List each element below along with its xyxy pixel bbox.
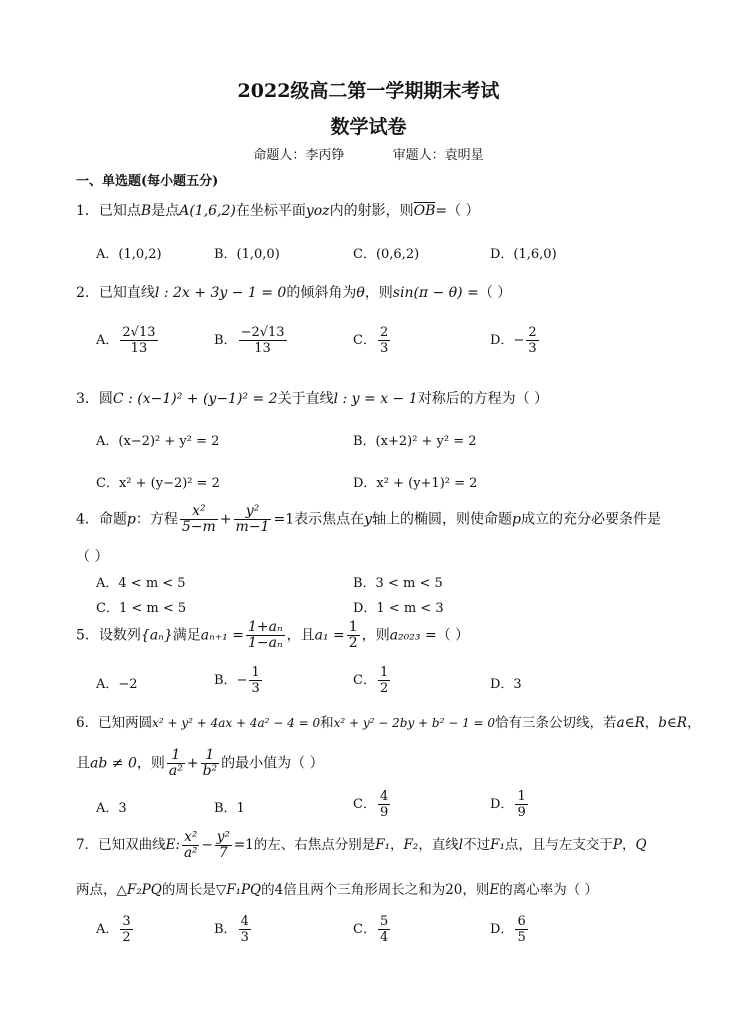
question-7-option-a: A． $\frac{3}{2}$ bbox=[96, 914, 131, 945]
reviewer: 审题人：袁明星 bbox=[392, 148, 484, 163]
question-7-option-c: C． $\frac{5}{4}$ bbox=[353, 914, 389, 945]
author: 命题人：李丙铮 bbox=[253, 148, 345, 163]
exam-title: 2022级高二第一学期期末考试 bbox=[237, 80, 500, 102]
exam-subtitle: 数学试卷 bbox=[330, 116, 407, 138]
question-6-option-c: C． $\frac{4}{9}$ bbox=[353, 789, 389, 820]
question-1-option-a: A．(1,0,2) bbox=[96, 247, 162, 262]
question-2-stem: 2．已知直线l : 2x + 3y − 1 = 0的倾斜角为θ，则sin(π − θ) =（ ） bbox=[76, 285, 512, 301]
question-6-line2: 且ab ≠ 0，则 $\frac{1}{\text{a²}}$ + $\frac{1}{\text{b²}}$ 的最小值为（ ） bbox=[76, 747, 324, 779]
question-7-stem: 7．已知双曲线E: $\frac{\text{x²}}{\text{a²}}$ − $\frac{\text{y²}}{7}$ =1的左、右焦点分别是F₁，F₂，直线l不过F₁点，且与左支交于P，Q bbox=[76, 829, 647, 861]
question-5-option-b: B．− $\frac{1}{3}$ bbox=[214, 665, 260, 696]
question-1-option-d: D．(1,6,0) bbox=[490, 247, 557, 262]
author-line bbox=[0, 144, 737, 163]
question-5-option-c: C． $\frac{1}{2}$ bbox=[353, 665, 389, 696]
question-6-option-b: B．1 bbox=[214, 801, 245, 816]
question-4-stem: 4．命题p：方程 $\frac{\text{x²}}{5-m}$ + $\frac{\text{y²}}{m-1}$ =1表示焦点在y轴上的椭圆，则使命题p成立的充分必要条件是 bbox=[76, 503, 661, 535]
question-6-option-a: A．3 bbox=[96, 801, 127, 816]
question-6-stem: 6．已知两圆x² + y² + 4ax + 4a² − 4 = 0和x² + y² − 2by + b² − 1 = 0恰有三条公切线，若a∈R，b∈R， bbox=[76, 715, 701, 731]
question-7-line2: 两点，△F₂PQ的周长是▽F₁PQ的4倍且两个三角形周长之和为20，则E的离心率为（ ） bbox=[76, 882, 599, 898]
question-4-option-b: B．3 < m < 5 bbox=[353, 576, 443, 591]
question-4-bracket: （ ） bbox=[76, 549, 109, 565]
question-4-option-a: A．4 < m < 5 bbox=[96, 576, 186, 591]
question-3-stem: 3．圆C : (x−1)² + (y−1)² = 2关于直线l : y = x − 1对称后的方程为（ ） bbox=[76, 391, 549, 407]
question-2-option-d: D．− $\frac{2}{3}$ bbox=[490, 325, 537, 356]
section-heading: 一、单选题(每小题五分) bbox=[76, 174, 219, 189]
question-5-stem: 5．设数列{aₙ}满足aₙ₊₁ = $\frac{\text{1+aₙ}}{\text{1−aₙ}}$ ，且a₁ = $\frac{1}{2}$ ，则a₂₀₂₃ =（ ） bbox=[76, 619, 470, 651]
question-3-option-b: B．(x+2)² + y² = 2 bbox=[353, 434, 477, 449]
question-3-option-c: C．x² + (y−2)² = 2 bbox=[96, 476, 220, 491]
question-4-option-c: C．1 < m < 5 bbox=[96, 601, 187, 616]
question-2-option-b: B． $\frac{-2√13}{13}$ bbox=[214, 325, 285, 356]
question-5-option-d: D．3 bbox=[490, 677, 522, 692]
question-5-option-a: A．−2 bbox=[96, 677, 138, 692]
question-3-option-d: D．x² + (y+1)² = 2 bbox=[353, 476, 478, 491]
question-3-option-a: A．(x−2)² + y² = 2 bbox=[96, 434, 220, 449]
question-1-option-b: B．(1,0,0) bbox=[214, 247, 280, 262]
question-6-option-d: D． $\frac{1}{9}$ bbox=[490, 789, 526, 820]
question-1-stem: 1．已知点B是点A(1,6,2)在坐标平面yoz内的射影，则$\overline{OB}=$（ ） bbox=[76, 203, 480, 219]
question-1-option-c: C．(0,6,2) bbox=[353, 247, 420, 262]
question-2-option-c: C． $\frac{2}{3}$ bbox=[353, 325, 389, 356]
question-2-option-a: A． $\frac{2√13}{13}$ bbox=[96, 325, 156, 356]
question-4-option-d: D．1 < m < 3 bbox=[353, 601, 444, 616]
question-7-option-b: B． $\frac{4}{3}$ bbox=[214, 914, 249, 945]
question-7-option-d: D． $\frac{6}{5}$ bbox=[490, 914, 526, 945]
